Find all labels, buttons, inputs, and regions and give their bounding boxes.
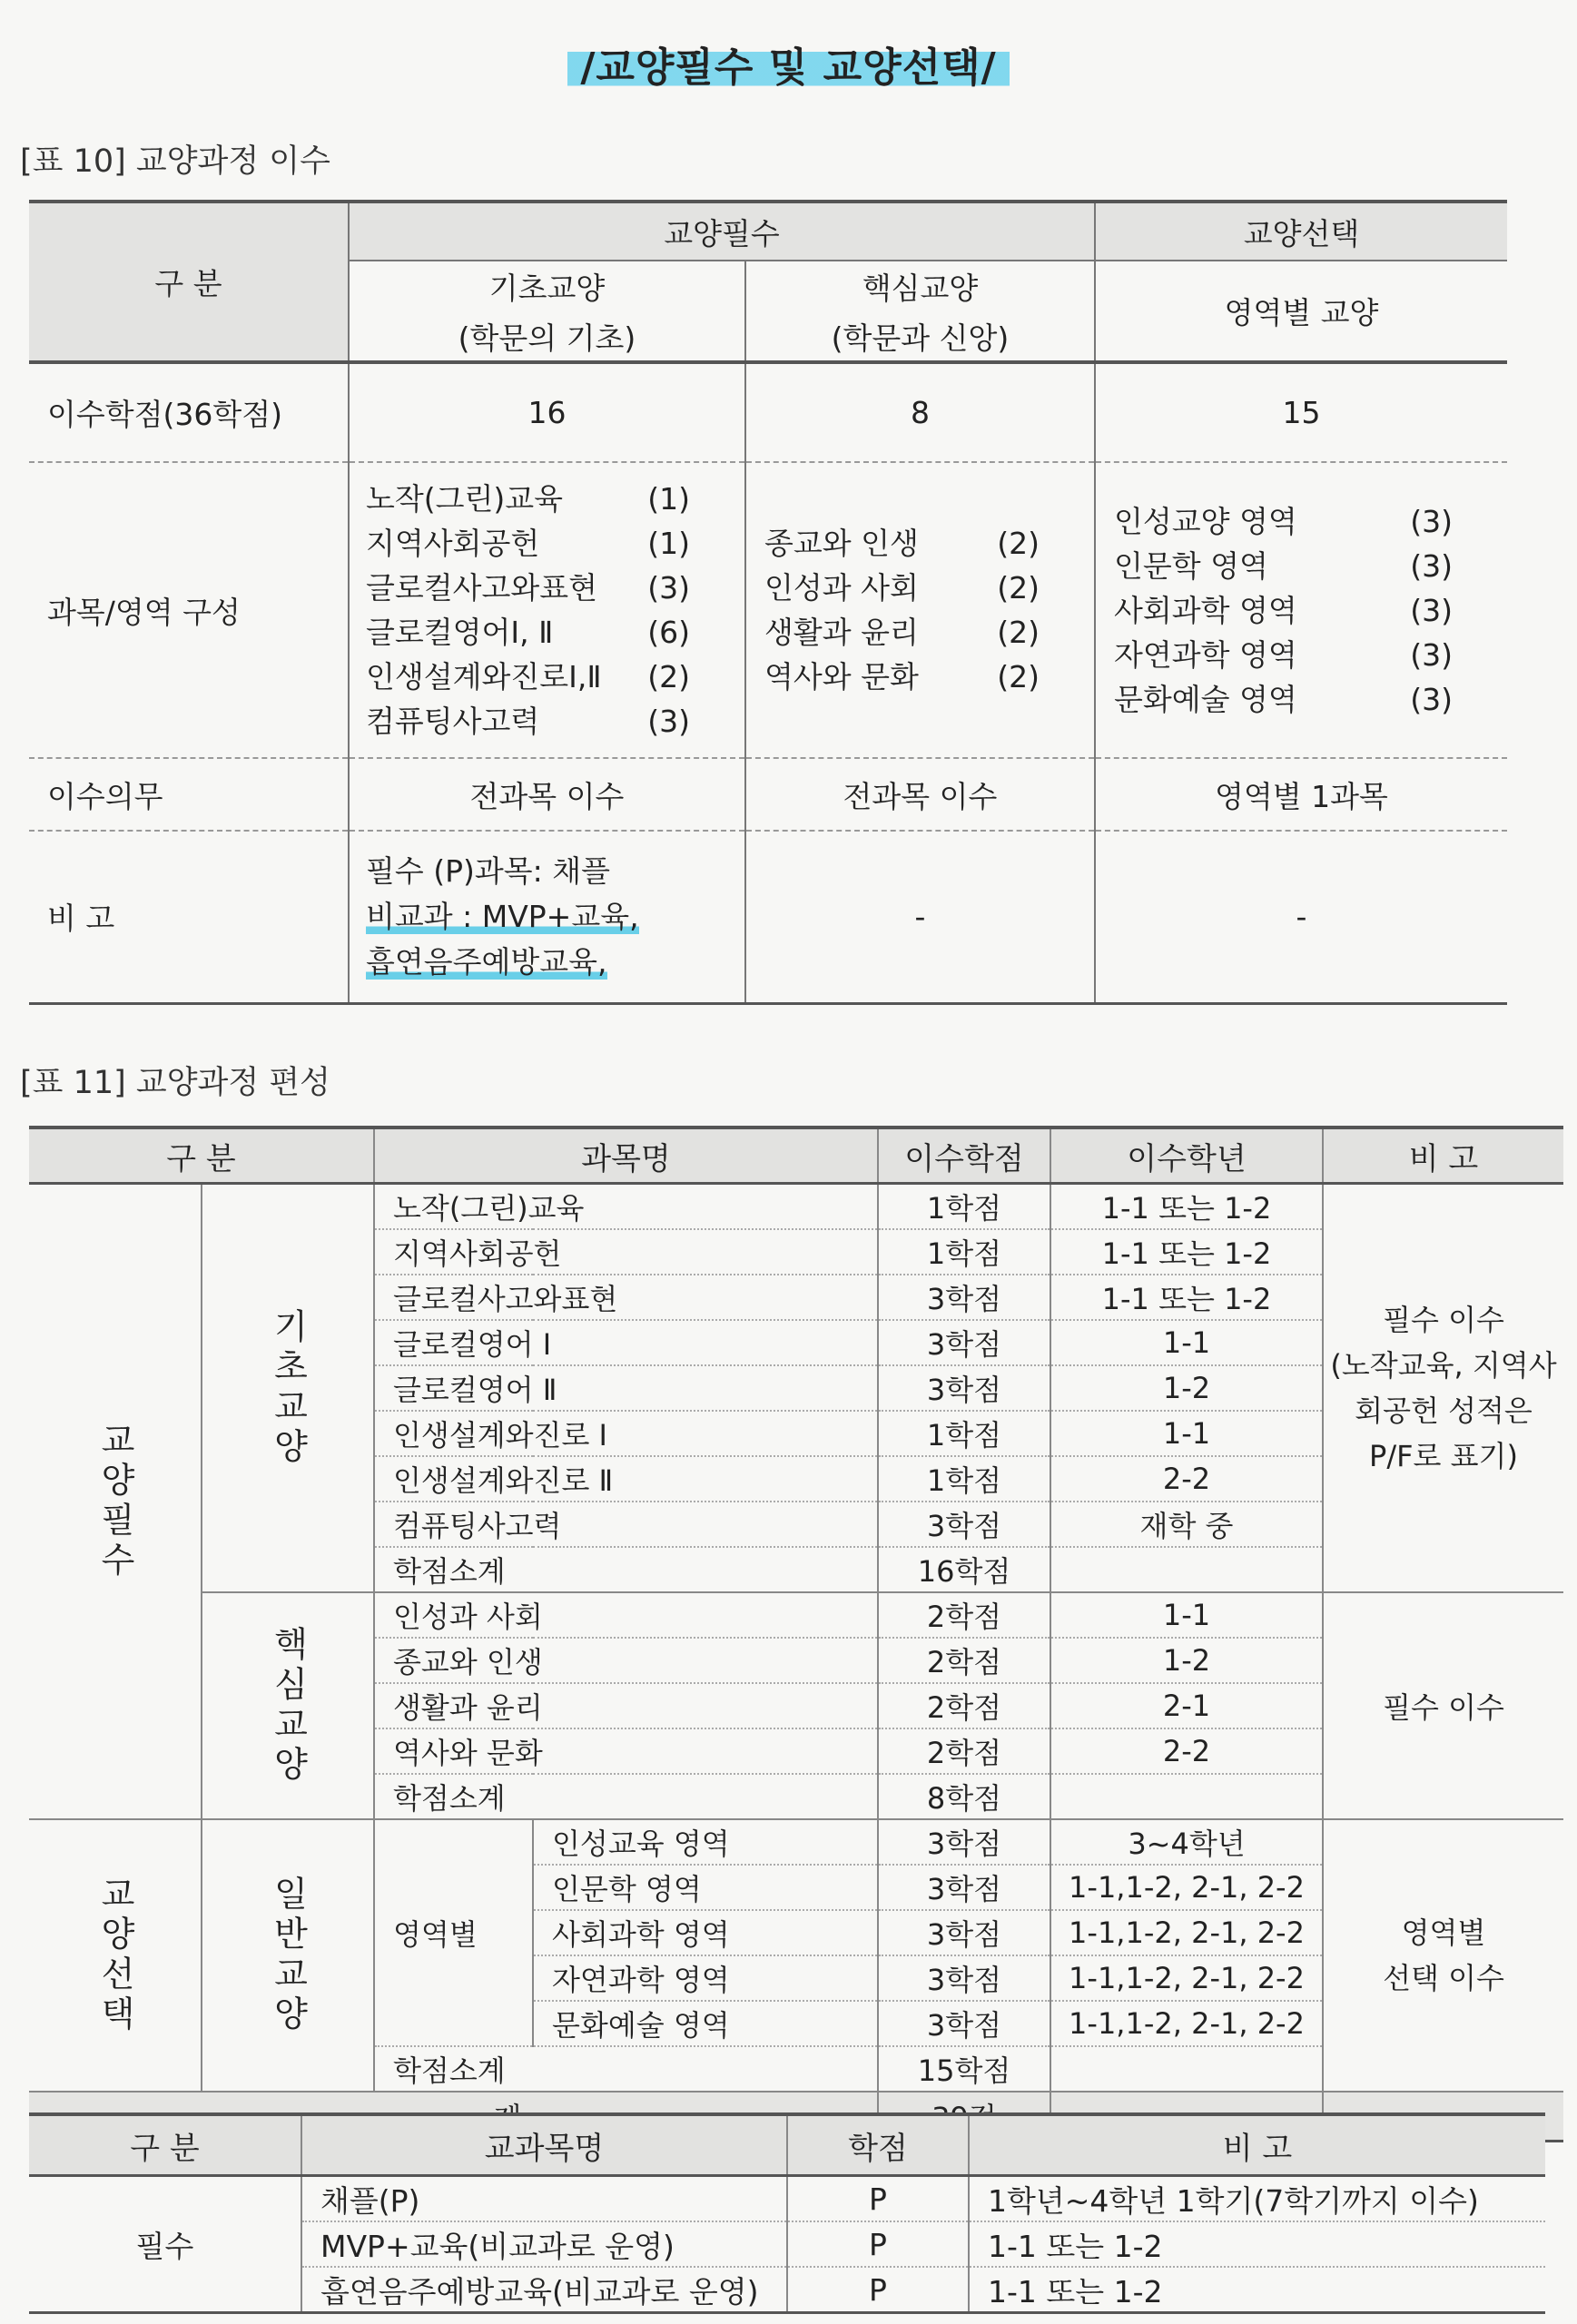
- t12-note: 1-1 또는 1-2: [969, 2267, 1545, 2313]
- t11-year: 2-1: [1050, 1683, 1323, 1728]
- t11-header-credit: 이수학점: [878, 1128, 1050, 1184]
- t11-subject: 종교와 인생: [374, 1638, 878, 1683]
- t11-year: 1-1: [1050, 1320, 1323, 1365]
- t11-general-subtotal: 15학점: [878, 2046, 1050, 2092]
- t11-group-elective: [29, 1819, 202, 2092]
- t11-sub-general: [202, 1819, 374, 2092]
- t11-subject: 노작(그린)교육: [374, 1184, 878, 1230]
- t10-header-core-line1: 핵심교양: [862, 270, 979, 306]
- t11-basic-note-line4: P/F로 표기): [1369, 1439, 1518, 1473]
- t11-year: 1-1,1-2, 2-1, 2-2: [1050, 1955, 1323, 2001]
- t11-year: 1-1,1-2, 2-1, 2-2: [1050, 1865, 1323, 1910]
- list-item: 지역사회공헌 (1): [366, 526, 690, 561]
- list-item: 인문학 영역 (3): [1114, 547, 1453, 584]
- t10-note-line2: 비교과 : MVP+교육,: [366, 898, 639, 934]
- t10-area-courses: [1095, 462, 1507, 758]
- t10-header-basic-line1: 기초교양: [488, 270, 606, 306]
- table10: [29, 200, 1507, 1005]
- t11-empty: [1050, 1547, 1323, 1592]
- t11-empty: [1050, 2046, 1323, 2092]
- t11-credit: 3학점: [878, 1365, 1050, 1411]
- t10-header-required: 교양필수: [349, 202, 1095, 261]
- list-item: 노작(그린)교육 (1): [366, 481, 690, 517]
- t10-header-elective: 교양선택: [1095, 202, 1507, 261]
- t11-header-gubun: 구 분: [29, 1128, 374, 1184]
- t10-core-course-list: [764, 521, 1094, 699]
- t11-core-note: 필수 이수: [1323, 1592, 1563, 1819]
- t10-credit-core: 8: [745, 362, 1095, 462]
- t11-year: 2-2: [1050, 1456, 1323, 1502]
- t11-credit: 3학점: [878, 1320, 1050, 1365]
- t11-sub-basic-label: 기초교양: [268, 1308, 308, 1468]
- t12-credit: P: [787, 2221, 969, 2267]
- t10-credit-basic: 16: [349, 362, 745, 462]
- t11-credit: 1학점: [878, 1184, 1050, 1230]
- t11-subject: 역사와 문화: [374, 1728, 878, 1774]
- t10-credit-area: 15: [1282, 395, 1321, 430]
- t11-subject: 사회과학 영역: [533, 1910, 878, 1955]
- t11-sub-basic: [202, 1184, 374, 1593]
- t11-credit: 1학점: [878, 1456, 1050, 1502]
- t10-row-credit-label: 이수학점(36학점): [29, 362, 349, 462]
- t11-general-subtotal-label: 학점소계: [374, 2046, 878, 2092]
- t11-subject: 글로컬영어 Ⅰ: [374, 1320, 878, 1365]
- t11-year: 1-1,1-2, 2-1, 2-2: [1050, 1910, 1323, 1955]
- t11-year: 1-2: [1050, 1638, 1323, 1683]
- list-item: 자연과학 영역 (3): [1114, 636, 1453, 673]
- t11-subject: 인성교육 영역: [533, 1819, 878, 1865]
- t11-subject: 생활과 윤리: [374, 1683, 878, 1728]
- t10-row-note-label: 비 고: [29, 831, 349, 1003]
- t12-header-subject: 교과목명: [301, 2114, 787, 2176]
- t11-sub-general-label: 일반교양: [268, 1876, 308, 2035]
- t10-note-basic: [349, 831, 745, 1003]
- t11-basic-note-line3: 회공헌 성적은: [1355, 1393, 1533, 1428]
- t12-note: 1-1 또는 1-2: [969, 2221, 1545, 2267]
- t11-basic-subtotal-label: 학점소계: [374, 1547, 878, 1592]
- t12-header-gubun: 구 분: [29, 2114, 301, 2176]
- list-item: 인성교양 영역 (3): [1114, 503, 1453, 539]
- t11-credit: 1학점: [878, 1229, 1050, 1275]
- table-row: [29, 1819, 1563, 1865]
- t11-year: 재학 중: [1050, 1502, 1323, 1547]
- t11-general-note-line1: 영역별: [1401, 1915, 1486, 1950]
- t12-credit: P: [787, 2267, 969, 2313]
- t11-group-required-label: 교양필수: [94, 1422, 135, 1581]
- t11-sub-core: [202, 1592, 374, 1819]
- table-row: [29, 1592, 1563, 1638]
- t11-subject: 자연과학 영역: [533, 1955, 878, 2001]
- list-item: 문화예술 영역 (3): [1114, 681, 1453, 717]
- t10-core-courses: [745, 462, 1095, 758]
- t11-credit: 3학점: [878, 1910, 1050, 1955]
- t11-subject: 글로컬사고와표현: [374, 1275, 878, 1320]
- t11-general-note: [1323, 1819, 1563, 2092]
- t11-area-label: 영역별: [374, 1819, 533, 2046]
- t10-header-core: [745, 261, 1095, 362]
- t10-duty-basic: 전과목 이수: [349, 758, 745, 831]
- t11-year: 1-2: [1050, 1365, 1323, 1411]
- t11-year: 3~4학년: [1050, 1819, 1323, 1865]
- t11-subject: 인문학 영역: [533, 1865, 878, 1910]
- t10-duty-core: 전과목 이수: [745, 758, 1095, 831]
- t10-header-basic: [349, 261, 745, 362]
- t11-empty: [1050, 1774, 1323, 1819]
- table11-caption: [표 11] 교양과정 편성: [20, 1065, 330, 1101]
- t10-note-line3: 흡연음주예방교육,: [366, 943, 607, 980]
- t10-row-duty-label: 이수의무: [29, 758, 349, 831]
- t11-credit: 3학점: [878, 1502, 1050, 1547]
- t11-credit: 2학점: [878, 1728, 1050, 1774]
- t11-year: 1-1,1-2, 2-1, 2-2: [1050, 2001, 1323, 2046]
- t11-basic-subtotal: 16학점: [878, 1547, 1050, 1592]
- t10-header-gubun: 구 분: [29, 202, 349, 362]
- t11-credit: 2학점: [878, 1638, 1050, 1683]
- t11-general-note-line2: 선택 이수: [1383, 1961, 1504, 1995]
- t11-subject: 글로컬영어 Ⅱ: [374, 1365, 878, 1411]
- t11-subject: 지역사회공헌: [374, 1229, 878, 1275]
- t11-basic-note: [1323, 1184, 1563, 1593]
- list-item: 역사와 문화 (2): [764, 659, 1040, 694]
- t11-subject: 인생설계와진로 Ⅰ: [374, 1411, 878, 1456]
- t11-subject: 문화예술 영역: [533, 2001, 878, 2046]
- t11-basic-note-line2: (노작교육, 지역사: [1330, 1348, 1557, 1383]
- t12-subject: MVP+교육(비교과로 운영): [301, 2221, 787, 2267]
- t12-credit: P: [787, 2176, 969, 2222]
- t10-header-basic-line2: (학문의 기초): [458, 320, 636, 356]
- t11-subject: 인생설계와진로 Ⅱ: [374, 1456, 878, 1502]
- t12-header-note: 비 고: [969, 2114, 1545, 2176]
- t12-header-credit: 학점: [787, 2114, 969, 2176]
- t10-area-course-list: [1114, 499, 1507, 722]
- t11-year: 1-1 또는 1-2: [1050, 1229, 1323, 1275]
- t11-credit: 3학점: [878, 2001, 1050, 2046]
- t11-year: 1-1: [1050, 1592, 1323, 1638]
- table-row: [29, 2176, 1545, 2222]
- t11-sub-core-label: 핵심교양: [268, 1626, 308, 1786]
- t12-group: 필수: [29, 2176, 301, 2313]
- t11-credit: 1학점: [878, 1411, 1050, 1456]
- table10-caption: [표 10] 교양과정 이수: [20, 143, 330, 180]
- t10-header-area: 영역별 교양: [1095, 261, 1507, 362]
- list-item: 글로컬영어Ⅰ, Ⅱ (6): [366, 615, 690, 650]
- t11-year: 1-1 또는 1-2: [1050, 1275, 1323, 1320]
- page-heading: [0, 34, 1577, 93]
- t11-credit: 2학점: [878, 1683, 1050, 1728]
- t12-subject: 흡연음주예방교육(비교과로 운영): [301, 2267, 787, 2313]
- t11-credit: 2학점: [878, 1592, 1050, 1638]
- t11-core-subtotal: 8학점: [878, 1774, 1050, 1819]
- t11-subject: 인성과 사회: [374, 1592, 878, 1638]
- t12-note: 1학년~4학년 1학기(7학기까지 이수): [969, 2176, 1545, 2222]
- table11: [29, 1126, 1563, 2142]
- t11-year: 2-2: [1050, 1728, 1323, 1774]
- t12-subject: 채플(P): [301, 2176, 787, 2222]
- t11-header-subject: 과목명: [374, 1128, 878, 1184]
- t11-year: 1-1 또는 1-2: [1050, 1184, 1323, 1230]
- t10-basic-course-list: [366, 477, 744, 743]
- t11-group-required: [29, 1184, 202, 1820]
- table-row: [29, 1184, 1563, 1230]
- t10-note-core: -: [745, 831, 1095, 1003]
- t10-header-core-line2: (학문과 신앙): [831, 320, 1010, 356]
- list-item: 종교와 인생 (2): [764, 526, 1040, 561]
- t11-credit: 3학점: [878, 1819, 1050, 1865]
- t11-year: 1-1: [1050, 1411, 1323, 1456]
- t11-core-subtotal-label: 학점소계: [374, 1774, 878, 1819]
- t11-credit: 3학점: [878, 1955, 1050, 2001]
- t11-header-year: 이수학년: [1050, 1128, 1323, 1184]
- list-item: 인생설계와진로Ⅰ,Ⅱ (2): [366, 659, 690, 694]
- t11-subject: 컴퓨팅사고력: [374, 1502, 878, 1547]
- t11-credit: 3학점: [878, 1275, 1050, 1320]
- list-item: 컴퓨팅사고력 (3): [366, 704, 690, 739]
- heading-text: /교양필수 및 교양선택/: [567, 34, 1009, 93]
- t10-duty-area: 영역별 1과목: [1095, 758, 1507, 831]
- list-item: 인성과 사회 (2): [764, 570, 1040, 606]
- t11-group-elective-label: 교양선택: [94, 1876, 135, 2035]
- list-item: 글로컬사고와표현 (3): [366, 570, 690, 606]
- t10-row-course-label: 과목/영역 구성: [29, 462, 349, 758]
- t11-credit: 3학점: [878, 1865, 1050, 1910]
- list-item: 생활과 윤리 (2): [764, 615, 1040, 650]
- t10-basic-courses: [349, 462, 745, 758]
- t10-note-line1: 필수 (P)과목: 채플: [366, 852, 611, 889]
- list-item: 사회과학 영역 (3): [1114, 592, 1453, 628]
- t11-basic-note-line1: 필수 이수: [1383, 1303, 1504, 1337]
- table12: [29, 2112, 1545, 2314]
- t10-note-area: -: [1095, 831, 1507, 1003]
- t11-header-note: 비 고: [1323, 1128, 1563, 1184]
